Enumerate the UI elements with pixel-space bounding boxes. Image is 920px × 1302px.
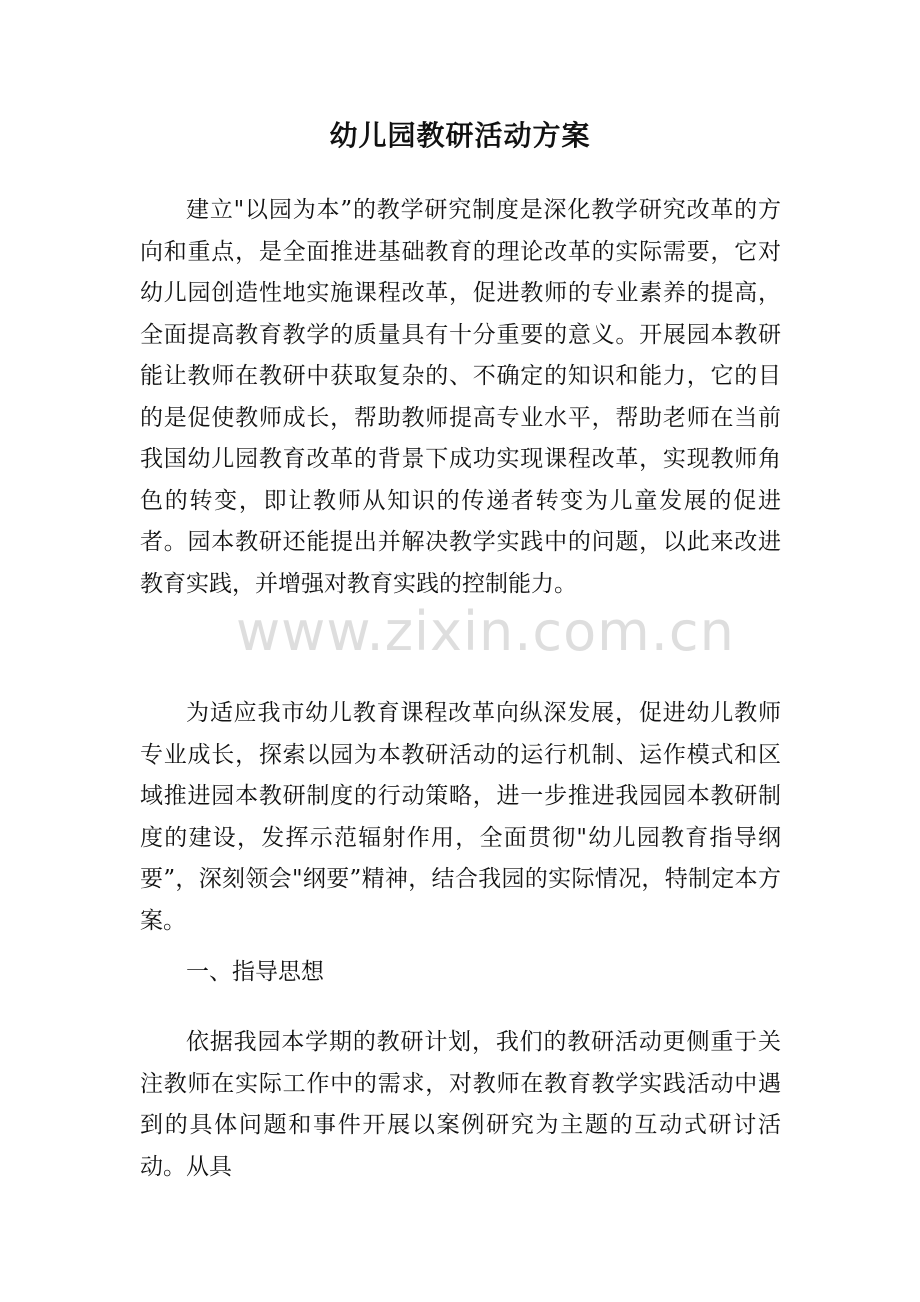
purpose-paragraph: 为适应我市幼儿教育课程改革向纵深发展，促进幼儿教师专业成长，探索以园为本教研活动的运行机制、运作模式和区域推进园本教研制度的行动策略，进一步推进我园园本教研制度的建设，发挥示范辐射作用，全面贯彻"幼儿园教育指导纲要”，深刻领会"纲要”精神，结合我园的实际情况，特制定本方案。 (140, 700, 781, 934)
watermark: www.zixin.com.cn (236, 600, 735, 663)
section-paragraph: 依据我园本学期的教研计划，我们的教研活动更侧重于关注教师在实际工作中的需求，对教师在教育教学实践活动中遇到的具体问题和事件开展以案例研究为主题的互动式研讨活动。从具 (140, 1029, 781, 1180)
intro-paragraph: 建立"以园为本”的教学研究制度是深化教学研究改革的方向和重点，是全面推进基础教育的理论改革的实际需要，它对幼儿园创造性地实施课程改革，促进教师的专业素养的提高，全面提高教育教学的质量具有十分重要的意义。开展园本教研能让教师在教研中获取复杂的、不确定的知识和能力，它的目的是促使教师成长，帮助教师提高专业水平，帮助老师在当前我国幼儿园教育改革的背景下成功实现课程改革，实现教师角色的转变，即让教师从知识的传递者转变为儿童发展的促进者。园本教研还能提出并解决教学实践中的问题，以此来改进教育实践，并增强对教育实践的控制能力。 (140, 197, 781, 597)
section-heading: 一、指导思想 (186, 959, 324, 985)
document-title: 幼儿园教研活动方案 (329, 119, 591, 152)
